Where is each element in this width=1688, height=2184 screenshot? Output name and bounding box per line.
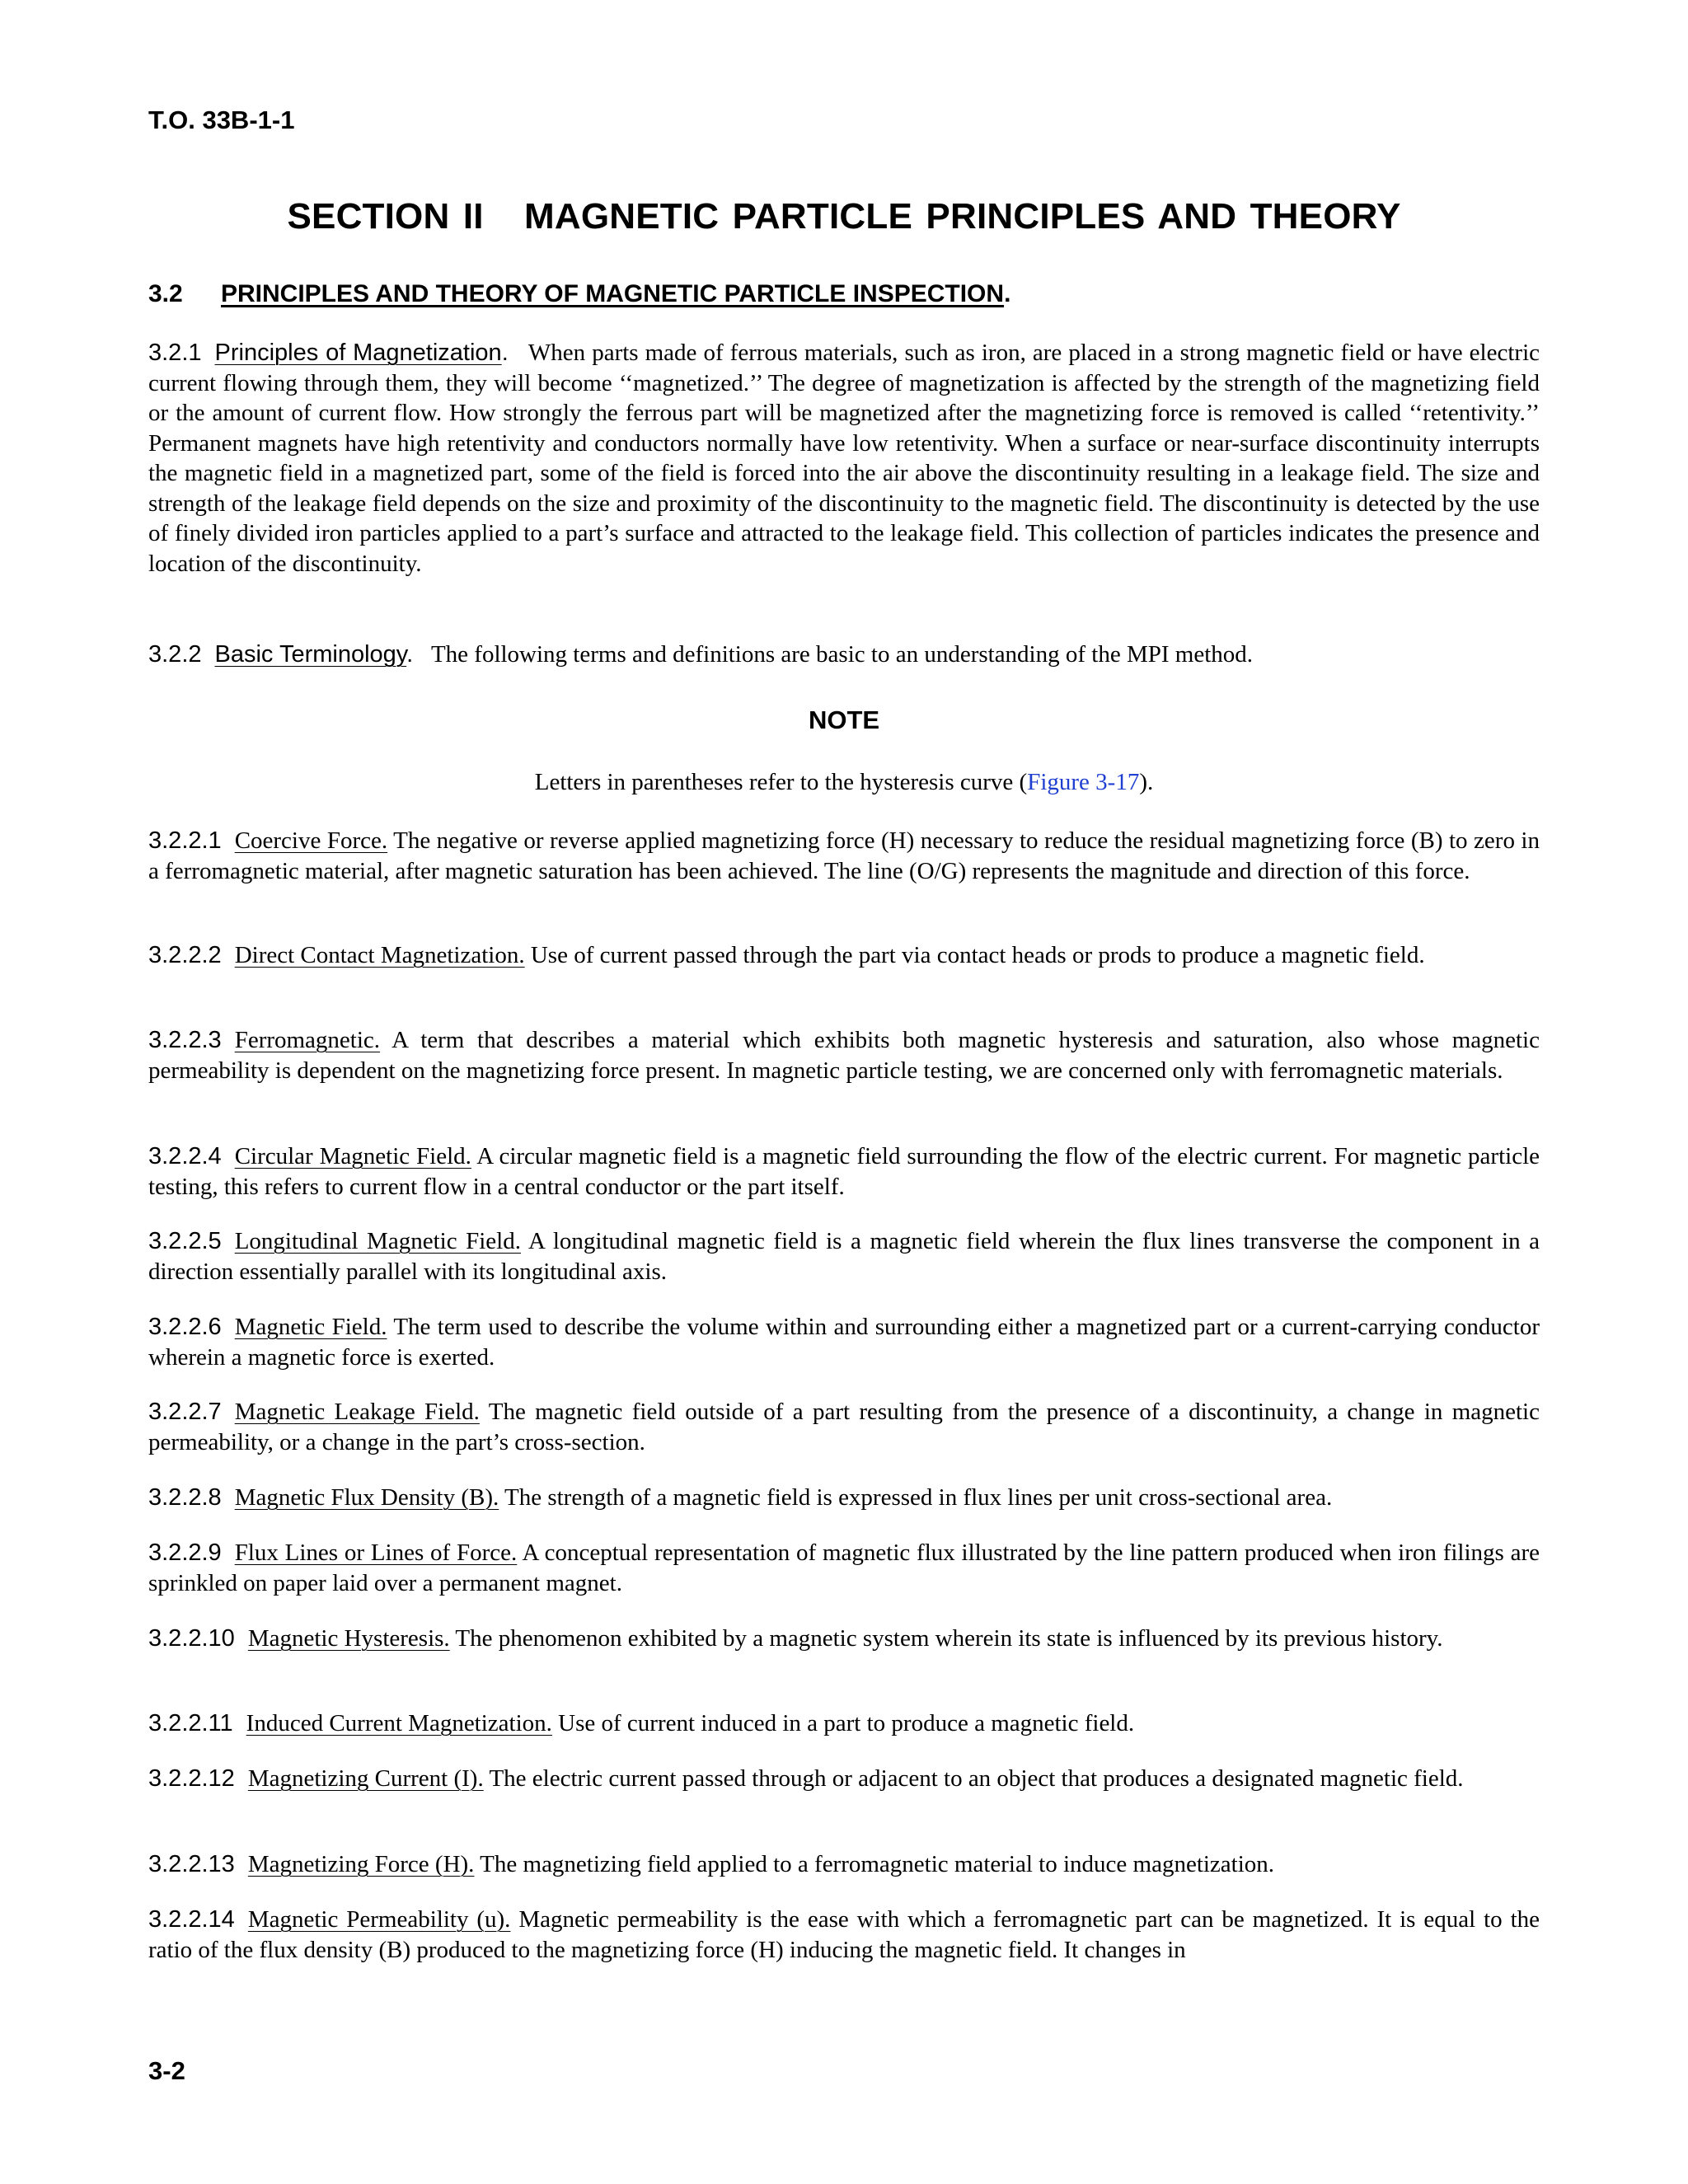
note-text-before: Letters in parentheses refer to the hysteresis curve (	[534, 769, 1028, 795]
term-number: 3.2.2.14	[148, 1906, 235, 1933]
term-3-2-2-9	[148, 1538, 1540, 1598]
term-name: Circular Magnetic Field.	[234, 1143, 471, 1169]
term-definition: The strength of a magnetic field is expressed in flux lines per unit cross-sectional area.	[504, 1484, 1333, 1511]
term-3-2-2-6	[148, 1312, 1540, 1372]
term-3-2-2-1	[148, 826, 1540, 886]
term-3-2-2-14	[148, 1905, 1540, 1965]
term-name: Induced Current Magnetization.	[246, 1710, 552, 1736]
subsection-number: 3.2	[148, 280, 183, 307]
subsection-heading	[148, 280, 1010, 308]
note-title: NOTE	[808, 705, 880, 734]
term-3-2-2-8	[148, 1483, 1540, 1513]
term-definition: The electric current passed through or adjacent to an object that produces a designated magnetic field.	[489, 1765, 1464, 1792]
term-definition: Use of current induced in a part to produce a magnetic field.	[558, 1710, 1135, 1736]
term-definition: The term used to describe the volume within and surrounding either a magnetized part or a current-carrying conductor wherein a magnetic force is exerted.	[148, 1314, 1540, 1371]
term-number: 3.2.2.11	[148, 1710, 233, 1736]
term-definition: A longitudinal magnetic field is a magnetic field wherein the flux lines transverse the component in a direction essentially parallel with its longitudinal axis.	[148, 1228, 1540, 1285]
term-definition: A term that describes a material which exhibits both magnetic hysteresis and saturation, also whose magnetic permeability is dependent on the magnetizing force present. In magnetic particle testing, we are concerned only with ferromagnetic materials.	[148, 1027, 1540, 1084]
term-name: Magnetizing Force (H).	[247, 1851, 475, 1877]
paragraph-term: Principles of Magnetization	[214, 340, 502, 366]
term-number: 3.2.2.7	[148, 1399, 222, 1425]
paragraph-number: 3.2.1	[148, 340, 202, 366]
term-definition: The phenomenon exhibited by a magnetic system wherein its state is influenced by its previous history.	[455, 1625, 1443, 1652]
term-name: Magnetic Permeability (u).	[247, 1906, 511, 1933]
term-number: 3.2.2.3	[148, 1027, 222, 1053]
term-name: Magnetizing Current (I).	[247, 1765, 484, 1792]
term-name: Direct Contact Magnetization.	[234, 942, 525, 968]
term-3-2-2-2	[148, 940, 1540, 971]
term-definition: The magnetic field outside of a part resulting from the presence of a discontinuity, a change in magnetic permeability, or a change in the part’s cross-section.	[148, 1399, 1540, 1455]
term-3-2-2-3	[148, 1025, 1540, 1085]
term-3-2-2-10	[148, 1624, 1540, 1654]
paragraph-text: The following terms and definitions are basic to an understanding of the MPI method.	[430, 641, 1254, 668]
term-3-2-2-12	[148, 1764, 1540, 1794]
term-number: 3.2.2.2	[148, 942, 222, 968]
term-number: 3.2.2.10	[148, 1625, 235, 1652]
term-number: 3.2.2.1	[148, 827, 222, 854]
term-3-2-2-4	[148, 1141, 1540, 1202]
term-name: Magnetic Flux Density (B).	[234, 1484, 499, 1511]
note-text	[0, 769, 1688, 796]
term-3-2-2-7	[148, 1397, 1540, 1457]
term-number: 3.2.2.12	[148, 1765, 235, 1792]
term-number: 3.2.2.4	[148, 1143, 222, 1169]
term-number: 3.2.2.9	[148, 1540, 222, 1566]
paragraph-3-2-1	[148, 338, 1540, 579]
paragraph-3-2-2	[148, 640, 1540, 670]
paragraph-term-period: .	[406, 641, 414, 668]
section-title: SECTION II MAGNETIC PARTICLE PRINCIPLES AND THEORY	[287, 196, 1401, 237]
subsection-period: .	[1004, 280, 1011, 307]
page-number: 3-2	[148, 2056, 185, 2085]
term-definition: Use of current passed through the part via contact heads or prods to produce a magnetic field.	[530, 942, 1425, 968]
term-name: Flux Lines or Lines of Force.	[234, 1540, 518, 1566]
term-number: 3.2.2.5	[148, 1228, 222, 1254]
term-definition: A conceptual representation of magnetic flux illustrated by the line pattern produced when iron filings are sprinkled on paper laid over a permanent magnet.	[148, 1540, 1540, 1596]
term-3-2-2-11	[148, 1708, 1540, 1739]
term-number: 3.2.2.8	[148, 1484, 222, 1511]
document-id: T.O. 33B-1-1	[148, 105, 295, 134]
paragraph-number: 3.2.2	[148, 641, 202, 668]
paragraph-term: Basic Terminology	[214, 641, 407, 668]
term-name: Magnetic Field.	[234, 1314, 387, 1340]
term-name: Magnetic Hysteresis.	[247, 1625, 450, 1652]
term-name: Coercive Force.	[234, 827, 388, 854]
term-definition: Magnetic permeability is the ease with which a ferromagnetic part can be magnetized. It is equal to the ratio of the flux density (B) produced to the magnetizing force (H) inducing the magnetic field. It changes in	[148, 1906, 1540, 1963]
term-definition: The magnetizing field applied to a ferromagnetic material to induce magnetization.	[480, 1851, 1275, 1877]
paragraph-text: When parts made of ferrous materials, such as iron, are placed in a strong magnetic field or have electric current flowing through them, they will become ‘‘magnetized.’’ The degree of magnetization is affected by the strength of the magnetizing field or the amount of current flow. How strongly the ferrous part will be magnetized after the magnetizing force is removed is called ‘‘retentivity.’’ Permanent magnets have high retentivity and conductors normally have low retentivity. When a surface or near-surface discontinuity interrupts the magnetic field in a magnetized part, some of the field is forced into the air above the discontinuity resulting in a leakage field. The size and strength of the leakage field depends on the size and proximity of the discontinuity to the magnetic field. The discontinuity is detected by the use of finely divided iron particles applied to a part’s surface and attracted to the leakage field. This collection of particles indicates the presence and location of the discontinuity.	[148, 340, 1540, 577]
term-number: 3.2.2.13	[148, 1851, 235, 1877]
term-3-2-2-13	[148, 1849, 1540, 1880]
term-definition: The negative or reverse applied magnetizing force (H) necessary to reduce the residual magnetizing force (B) to zero in a ferromagnetic material, after magnetic saturation has been achieved. The line (O/G) represents the magnitude and direction of this force.	[148, 827, 1540, 884]
term-name: Ferromagnetic.	[234, 1027, 381, 1053]
term-name: Magnetic Leakage Field.	[234, 1399, 480, 1425]
term-definition: A circular magnetic field is a magnetic field surrounding the flow of the electric current. For magnetic particle testing, this refers to current flow in a central conductor or the part itself.	[148, 1143, 1540, 1200]
term-name: Longitudinal Magnetic Field.	[234, 1228, 521, 1254]
figure-link[interactable]: Figure 3-17	[1027, 769, 1140, 795]
term-3-2-2-5	[148, 1226, 1540, 1286]
subsection-title: PRINCIPLES AND THEORY OF MAGNETIC PARTICLE INSPECTION	[221, 280, 1005, 307]
term-number: 3.2.2.6	[148, 1314, 222, 1340]
note-text-after: ).	[1139, 769, 1154, 795]
paragraph-term-period: .	[501, 340, 509, 366]
